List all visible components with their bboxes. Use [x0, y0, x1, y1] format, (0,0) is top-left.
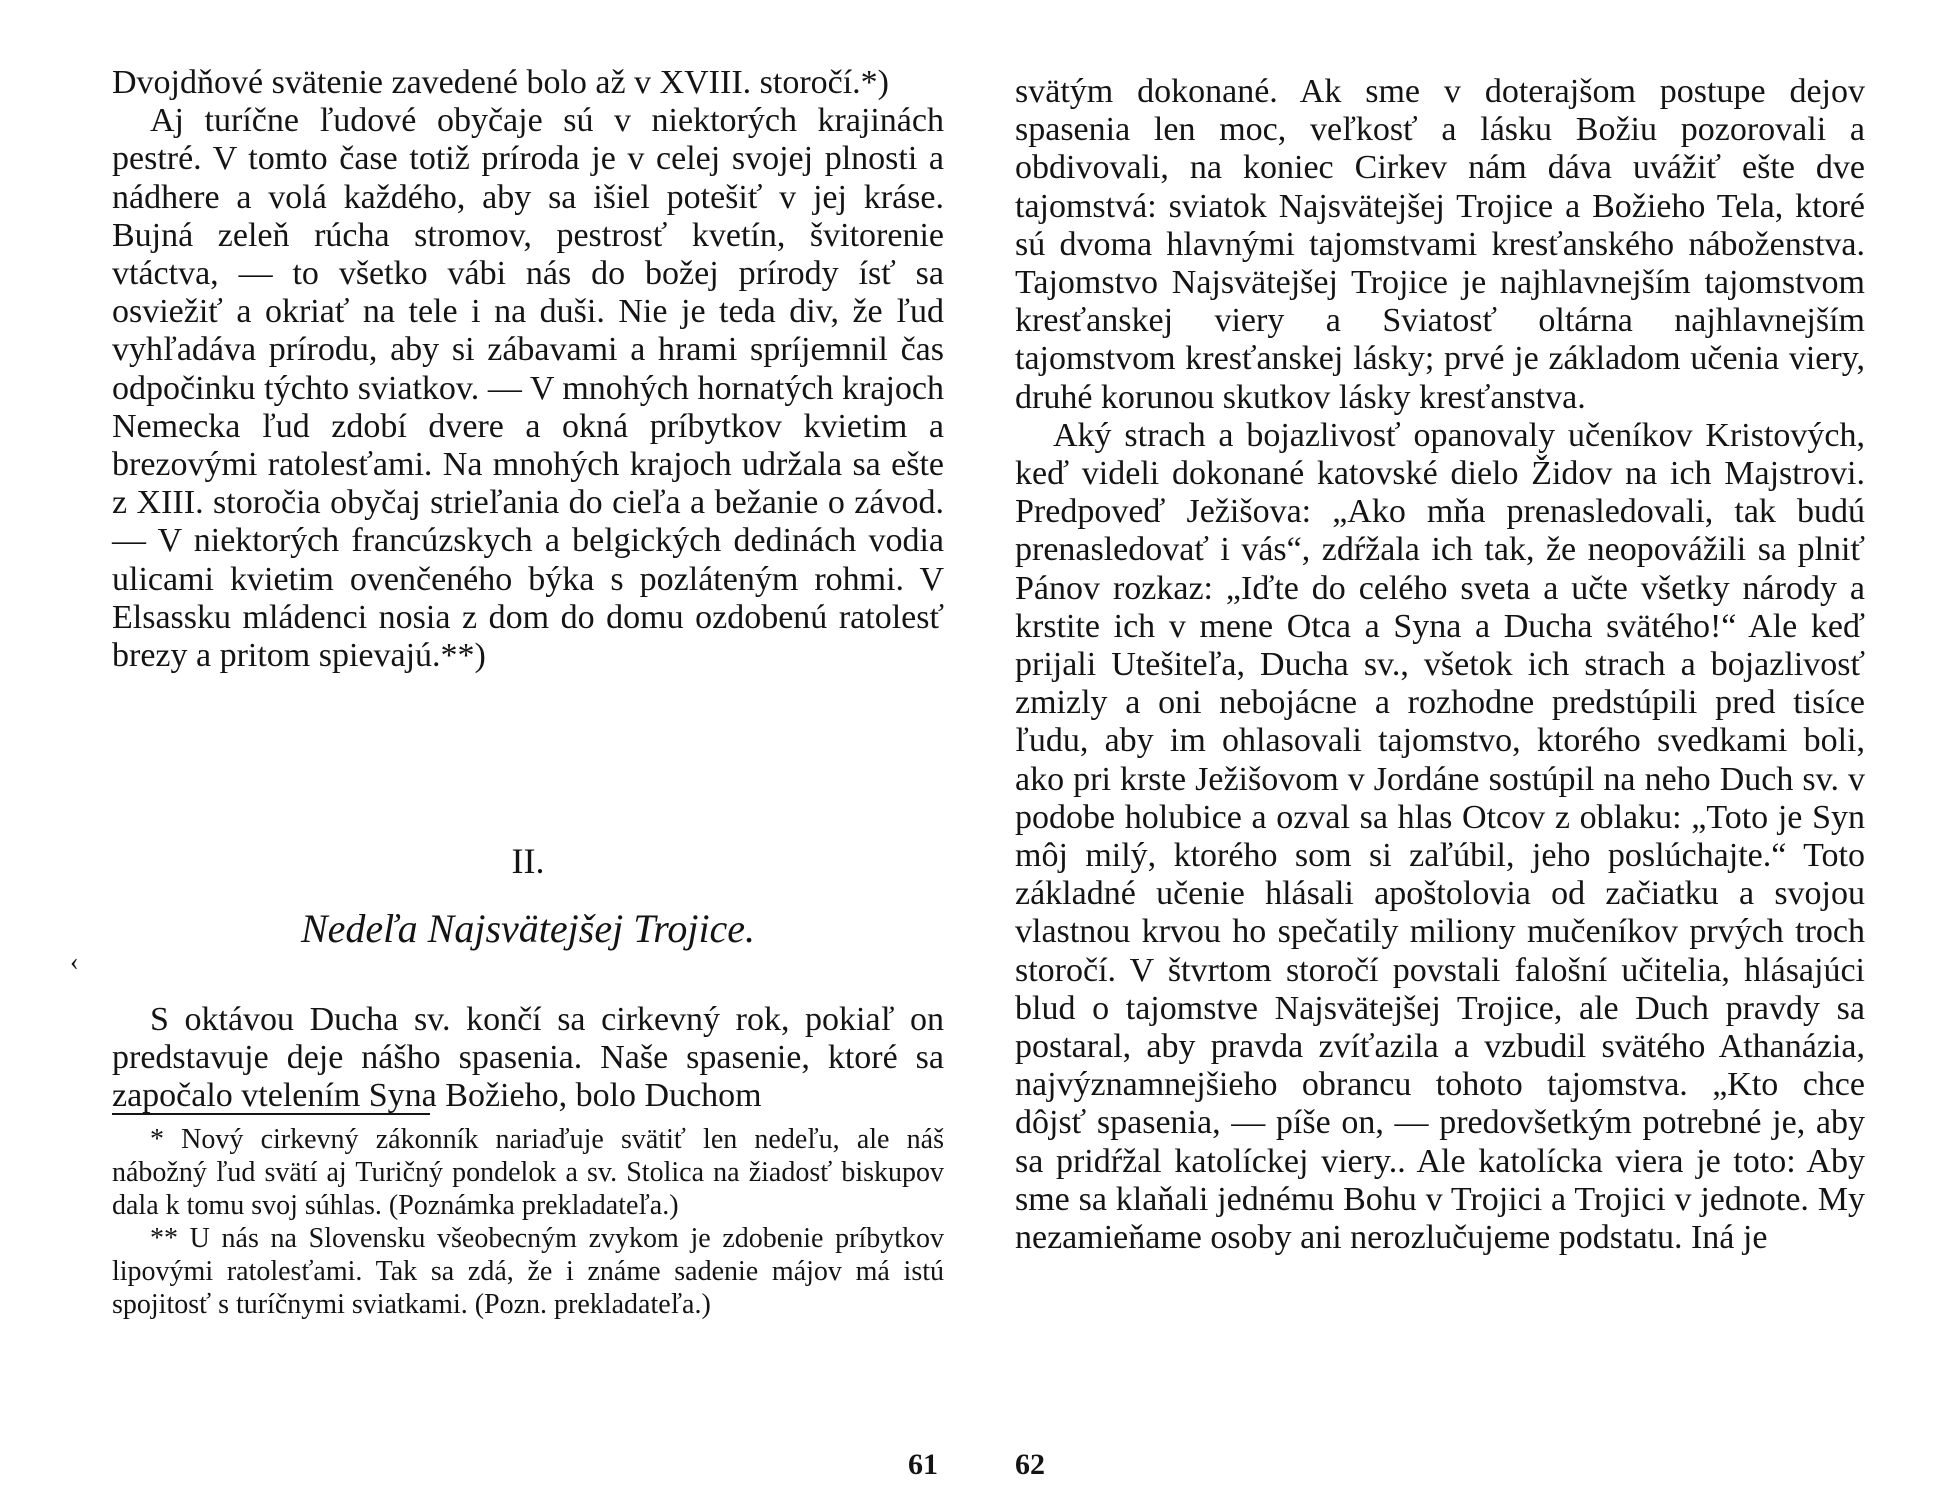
paragraph: Aj turíčne ľudové obyčaje sú v niektorých krajinách pestré. V tomto čase totiž príroda je v celej svojej plnosti a nádhere a volá každého, aby sa išiel potešiť v jej kráse. Bujná zeleň rúcha stromov, pestrosť kvetín, švitorenie vtáctva, — to všetko vábi nás do božej prírody ísť sa osviežiť a okriať na tele i na duši. Nie je teda div, že ľud vyhľadáva prírodu, aby si zábavami a hrami spríjemnil čas odpočinku týchto sviatkov. — V mnohých hornatých krajoch Nemecka ľud zdobí dvere a okná príbytkov kvietim a brezovými ratolesťami. Na mnohých krajoch udržala sa ešte z XIII. storočia obyčaj strieľania do cieľa a bežanie o závod. — V niektorých francúzskych a belgických dedinách vodia ulicami kvietim ovenčeného býka s pozláteným rohmi. V Elsassku mládenci nosia z dom do domu ozdobenú ratolesť brezy a pritom spievajú.**): [112, 102, 944, 675]
stray-mark: ‹: [70, 947, 79, 976]
right-page: [967, 0, 1934, 1500]
paragraph: Aký strach a bojazlivosť opanovaly učeníkov Kristových, keď videli dokonané katovské dielo Židov na ich Majstrovi. Predpoveď Ježišova: „Ako mňa prenasledovali, tak budú prenasledovať i vás“, zdŕžala ich tak, že neopovážili sa plniť Pánov rozkaz: „Iďte do celého sveta a učte všetky národy a krstite ich v mene Otca a Syna a Ducha svätého!“ Ale keď prijali Utešiteľa, Ducha sv., všetok ich strach a bojazlivosť zmizly a oni nebojácne a rozhodne predstúpili pred tisíce ľudu, aby im ohlasovali tajomstvo, ktorého svedkami boli, ako pri krste Ježišovom v Jordáne sostúpil na neho Duch sv. v podobe holubice a ozval sa hlas Otcov z oblaku: „Toto je Syn môj milý, ktorého som si zaľúbil, jeho poslúchajte.“ Toto základné učenie hlásali apoštolovia od začiatku a svojou vlastnou krvou ho spečatily miliony mučeníkov prvých troch storočí. V štvrtom storočí povstali falošní učitelia, hlásajúci blud o tajomstve Najsvätejšej Trojice, ale Duch pravdy sa postaral, aby pravda zvíťazila a vzbudil svätého Athanázia, najvýznamnejšieho obrancu tohoto tajomstva. „Kto chce dôjsť spasenia, — píše on, — predovšetkým potrebné je, aby sa pridŕžal katolíckej viery.. Ale katolícka viera je toto: Aby sme sa klaňali jednému Bohu v Trojici a Trojici v jednote. My nezamieňame osoby ani nerozlučujeme podstatu. Iná je: [1015, 416, 1865, 1257]
right-page-text: [1015, 73, 1865, 1257]
left-page-text: [112, 64, 944, 675]
page-number: 61: [908, 1448, 938, 1481]
paragraph: S oktávou Ducha sv. končí sa cirkevný rok, pokiaľ on predstavuje deje nášho spasenia. Naše spasenie, ktoré sa započalo vtelením Syna Božieho, bolo Duchom: [112, 1001, 944, 1115]
section-text: [112, 1001, 944, 1116]
footnote-divider: [112, 1113, 430, 1115]
section-title: Nedeľa Najsvätejšej Trojice.: [300, 906, 756, 951]
page-number: 62: [1015, 1448, 1045, 1481]
paragraph: svätým dokonané. Ak sme v doterajšom postupe dejov spasenia len moc, veľkosť a lásku Božiu pozorovali a obdivovali, na koniec Cirkev nám dáva uvážiť ešte dve tajomstvá: sviatok Najsvätejšej Trojice a Božieho Tela, ktoré sú dvoma hlavnými tajomstvami kresťanského náboženstva. Tajomstvo Najsvätejšej Trojice je najhlavnejším tajomstvom kresťanskej viery a Sviatosť oltárna najhlavnejším tajomstvom kresťanskej lásky; prvé je základom učenia viery, druhé korunou skutkov lásky kresťanstva.: [1015, 73, 1865, 416]
footnote: * Nový cirkevný zákonník nariaďuje svätiť len nedeľu, ale náš nábožný ľud svätí aj Turičný pondelok a sv. Stolica na žiadosť biskupov dala k tomu svoj súhlas. (Poznámka prekladateľa.): [112, 1124, 944, 1221]
section-number: II.: [511, 841, 545, 881]
paragraph: Dvojdňové svätenie zavedené bolo až v XVIII. storočí.*): [112, 64, 890, 101]
footnotes: [112, 1123, 944, 1321]
footnote: ** U nás na Slovensku všeobecným zvykom je zdobenie príbytkov lipovými ratolesťami. Tak sa zdá, že i známe sadenie májov má istú spojitosť s turíčnymi sviatkami. (Pozn. prekladateľa.): [112, 1223, 944, 1320]
